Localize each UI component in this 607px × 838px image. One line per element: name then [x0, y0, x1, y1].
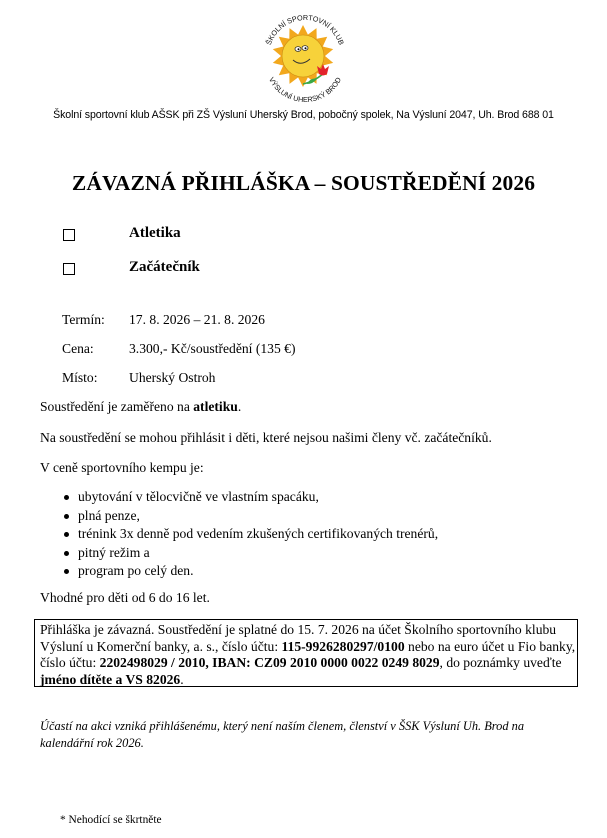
payment-text: Přihláška je závazná. Soustředění je splatné do 15. 7. 2026 na účet Školního sportovního klubu Výsluní u Komerční banky, a. s., číslo účtu:: [40, 622, 557, 654]
place-value: Uherský Ostroh: [129, 370, 216, 385]
sun-face-icon: [282, 35, 324, 77]
checkbox-atletika[interactable]: [63, 229, 75, 241]
logo-text-top: ŠKOLNÍ SPORTOVNÍ KLUB: [264, 12, 346, 47]
term-value: 17. 8. 2026 – 21. 8. 2026: [129, 312, 265, 327]
logo-text-bottom: VÝSLUNÍ UHERSKÝ BROD: [266, 75, 344, 104]
focus-sport: atletiku: [193, 399, 238, 414]
focus-text: Soustředění je zaměřeno na: [40, 399, 194, 414]
page-title: ZÁVAZNÁ PŘIHLÁŠKA – SOUSTŘEDĚNÍ 2026: [71, 171, 536, 195]
club-logo: [255, 4, 355, 104]
list-item: trénink 3x denně pod vedením zkušených certifikovaných trenérů,: [40, 525, 438, 544]
payment-info-box: [34, 619, 578, 687]
price-label: Cena:: [62, 341, 94, 356]
organization-address: Školní sportovní klub AŠSK při ZŠ Výsluní Uherský Brod, pobočný spolek, Na Výsluní 2047, Uh. Brod 688 01: [53, 109, 554, 121]
focus-paragraph: [40, 399, 241, 415]
membership-note: Účastí na akci vzniká přihlášenému, který není naším členem, členství v ŠSK Výsluní Uh. Brod na kalendářní rok 2026.: [40, 719, 525, 750]
account-czk: 115-9926280297/0100: [281, 638, 405, 654]
account-eur: 2202498029 / 2010, IBAN: CZ09 2010 0000 0022 0249 8029: [99, 655, 440, 671]
price-value: 3.300,- Kč/soustředění (135 €): [129, 341, 296, 356]
payment-text: .: [180, 671, 184, 687]
option-label-zacatecnik: Začátečník: [129, 259, 200, 275]
payment-note-required: jméno dítěte a VS 82026: [40, 671, 181, 687]
footnote: * Nehodící se škrtněte: [60, 814, 162, 826]
price-includes-list: [40, 488, 438, 581]
list-item: plná penze,: [40, 507, 438, 526]
option-label-atletika: Atletika: [129, 225, 181, 241]
price-includes-heading: V ceně sportovního kempu je:: [40, 460, 204, 475]
payment-text: , do poznámky uveďte: [439, 655, 562, 671]
eligibility-paragraph: Na soustředění se mohou přihlásit i děti, které nejsou našimi členy vč. začátečníků.: [40, 430, 492, 445]
payment-text: nebo na euro účet u Fio banky, číslo účtu:: [40, 638, 576, 671]
age-range: Vhodné pro děti od 6 do 16 let.: [40, 590, 210, 605]
list-item: ubytování v tělocvičně ve vlastním spacáku,: [40, 488, 438, 507]
term-label: Termín:: [62, 312, 105, 327]
list-item: program po celý den.: [40, 562, 438, 581]
checkbox-zacatecnik[interactable]: [63, 263, 75, 275]
place-label: Místo:: [62, 370, 98, 385]
list-item: pitný režim a: [40, 544, 438, 563]
focus-suffix: .: [237, 399, 242, 414]
